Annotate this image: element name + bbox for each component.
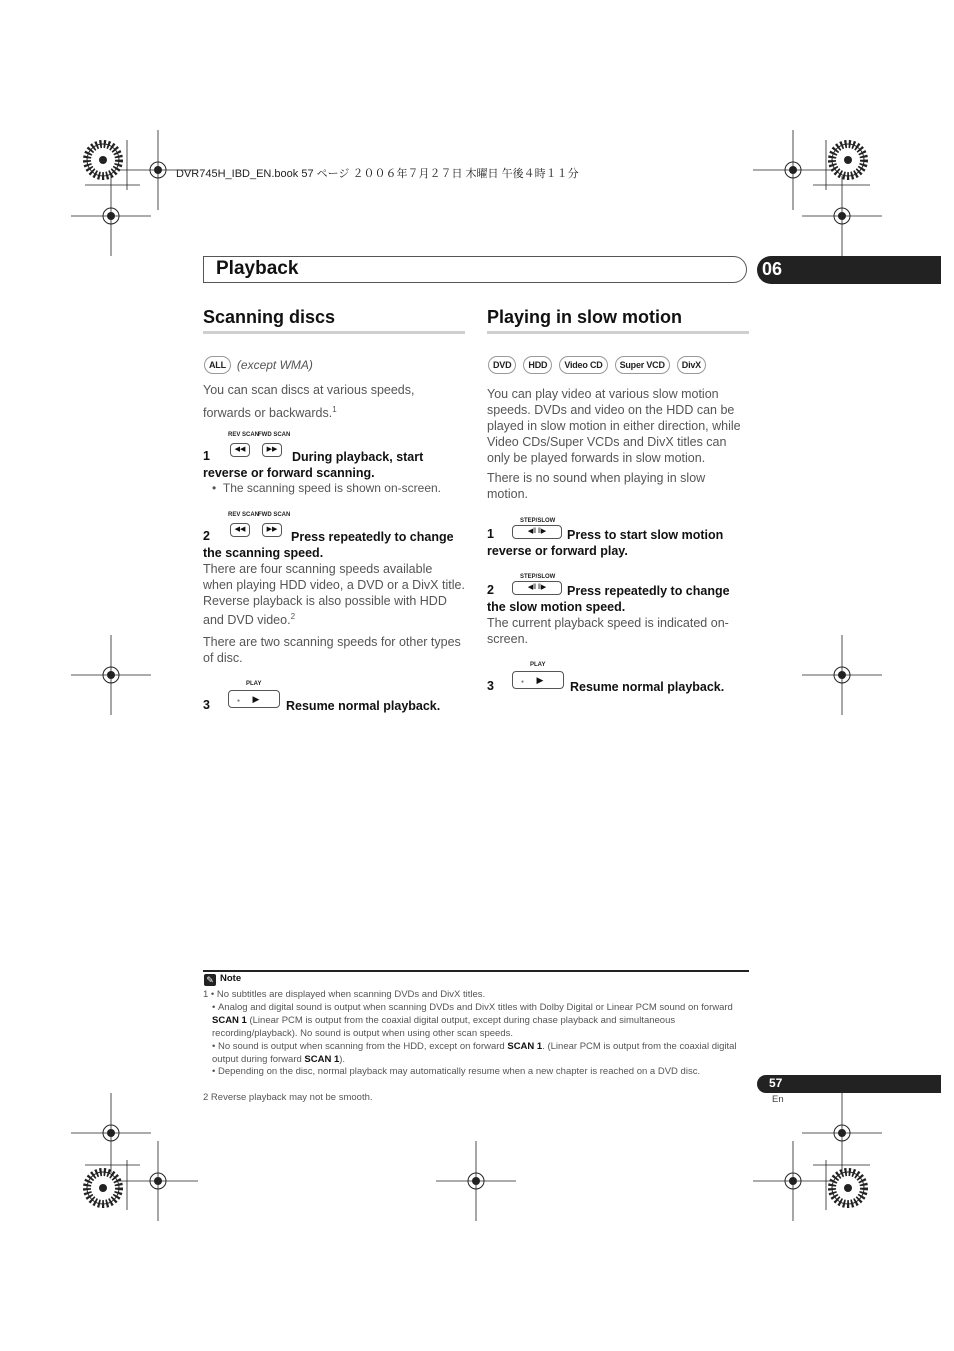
scan-step2-text-a: Press repeatedly to change bbox=[291, 530, 454, 544]
note-1-line-1: 1 • No subtitles are displayed when scanning DVDs and DivX titles. bbox=[203, 989, 486, 1000]
play-label: PLAY bbox=[246, 681, 262, 687]
step-slow-button[interactable]: ◀‖ ‖▶ bbox=[512, 581, 562, 595]
chapter-tab bbox=[757, 256, 941, 284]
badge-divx: DivX bbox=[677, 356, 706, 374]
scan-step1-bullet: • The scanning speed is shown on-screen. bbox=[212, 481, 442, 495]
registration-cross-icon bbox=[802, 1093, 882, 1173]
note-pencil-icon: ✎ bbox=[204, 974, 216, 986]
page-number-tab bbox=[757, 1075, 941, 1093]
rev-scan-button[interactable]: ◀◀ bbox=[230, 523, 250, 537]
scan-step1-text-b: reverse or forward scanning. bbox=[203, 466, 375, 480]
step-number: 1 bbox=[203, 449, 210, 463]
section-title-scanning: Scanning discs bbox=[203, 307, 336, 327]
step-number: 3 bbox=[487, 679, 494, 693]
registration-sun-icon bbox=[87, 1172, 119, 1204]
registration-sun-icon bbox=[832, 144, 864, 176]
rev-scan-button[interactable]: ◀◀ bbox=[230, 443, 250, 457]
section-rule bbox=[203, 331, 465, 334]
badge-note: (except WMA) bbox=[236, 358, 313, 372]
registration-cross-icon bbox=[753, 130, 833, 210]
footnote-ref: 2 bbox=[290, 612, 296, 621]
slow-step2-body: The current playback speed is indicated on-screen. bbox=[487, 616, 729, 646]
play-button[interactable]: ● ▶ bbox=[228, 690, 280, 708]
slow-intro: You can play video at various slow motion speeds. DVDs and video on the HDD can be played in slow motion in either direction, while Video CDs/Super VCDs and DivX titles can only be played forwards in slow motion. bbox=[487, 387, 741, 465]
registration-cross-icon bbox=[802, 176, 882, 256]
registration-cross-icon bbox=[802, 635, 882, 715]
note-2: 2 Reverse playback may not be smooth. bbox=[203, 1092, 373, 1103]
registration-cross-icon bbox=[753, 1141, 833, 1221]
section-rule bbox=[487, 331, 749, 334]
section-title-slow-motion: Playing in slow motion bbox=[487, 307, 683, 327]
scan-step1-text-a: During playback, start bbox=[292, 450, 424, 464]
play-label: PLAY bbox=[530, 662, 546, 668]
play-icon: ▶ bbox=[536, 675, 544, 685]
print-header: DVR745H_IBD_EN.book 57 ページ ２００６年７月２７日 木曜日 午後４時１１分 bbox=[176, 168, 579, 180]
note-rule bbox=[203, 970, 749, 972]
scan-step2-body: There are four scanning speeds available when playing HDD video, a DVD or a DivX title. Reverse playback is also possible with HDD and DVD video.$^2$ bbox=[203, 562, 465, 628]
page-language: En bbox=[772, 1094, 784, 1105]
scan-step2-body2: There are two scanning speeds for other types of disc. bbox=[203, 635, 461, 665]
chapter-number: 06 bbox=[762, 259, 783, 279]
registration-cross-icon bbox=[71, 635, 151, 715]
disc-compat-row bbox=[488, 356, 706, 374]
fwd-scan-label: FWD SCAN bbox=[258, 512, 291, 518]
disc-compat-row bbox=[204, 356, 313, 374]
footnote-ref: 1 bbox=[332, 405, 337, 414]
badge-dvd: DVD bbox=[488, 356, 516, 374]
slow-step1-text-a: Press to start slow motion bbox=[567, 528, 724, 542]
step-number: 2 bbox=[487, 583, 494, 597]
fwd-scan-button[interactable]: ▶▶ bbox=[262, 443, 282, 457]
chapter-title: Playback bbox=[216, 258, 299, 279]
badge-hdd: HDD bbox=[523, 356, 552, 374]
note-1-bullet-3: • No sound is output when scanning from the HDD, except on forward SCAN 1. (Linear PCM is output from the coaxial digital output during forward SCAN 1). bbox=[212, 1041, 737, 1065]
step-slow-button[interactable]: ◀‖ ‖▶ bbox=[512, 525, 562, 539]
registration-cross-icon bbox=[71, 1093, 151, 1173]
rev-scan-label: REV SCAN bbox=[228, 432, 260, 438]
registration-sun-icon bbox=[87, 144, 119, 176]
badge-all: ALL bbox=[204, 356, 231, 374]
slow-step1-text-b: reverse or forward play. bbox=[487, 544, 628, 558]
scan-step2-text-b: the scanning speed. bbox=[203, 546, 324, 560]
step-slow-label: STEP/SLOW bbox=[520, 574, 556, 580]
page-number: 57 bbox=[769, 1076, 783, 1090]
slow-intro-2: There is no sound when playing in slow motion. bbox=[487, 471, 706, 501]
registration-cross-icon bbox=[118, 1141, 198, 1221]
step-number: 3 bbox=[203, 698, 210, 712]
note-1-bullet-2: • Analog and digital sound is output when scanning DVDs and DivX titles with Dolby Digital or Linear PCM sound on forward SCAN 1 (Linear PCM is output from the coaxial digital output, except during chase playback and simultaneous recording/playback). No sound is output when using other scan speeds. bbox=[212, 1002, 733, 1039]
slow-step2-text-a: Press repeatedly to change bbox=[567, 584, 730, 598]
slow-step3-text: Resume normal playback. bbox=[570, 680, 725, 694]
registration-cross-icon bbox=[71, 176, 151, 256]
scan-intro: You can scan discs at various speeds, forwards or backwards.$^1$ bbox=[203, 383, 415, 421]
play-button[interactable]: ● ▶ bbox=[512, 671, 564, 689]
registration-cross-icon bbox=[436, 1141, 516, 1221]
rev-scan-label: REV SCAN bbox=[228, 512, 260, 518]
note-1-bullet-4: • Depending on the disc, normal playback may automatically resume when a new chapter is reached on a DVD disc. bbox=[212, 1066, 701, 1077]
step-slow-label: STEP/SLOW bbox=[520, 518, 556, 524]
slow-step2-text-b: the slow motion speed. bbox=[487, 600, 626, 614]
registration-sun-icon bbox=[832, 1172, 864, 1204]
badge-super-vcd: Super VCD bbox=[615, 356, 670, 374]
scan-step3-text: Resume normal playback. bbox=[286, 699, 441, 713]
note-heading: Note bbox=[220, 973, 242, 984]
step-number: 2 bbox=[203, 529, 210, 543]
play-icon: ▶ bbox=[252, 694, 260, 704]
fwd-scan-label: FWD SCAN bbox=[258, 432, 291, 438]
fwd-scan-button[interactable]: ▶▶ bbox=[262, 523, 282, 537]
badge-video-cd: Video CD bbox=[559, 356, 607, 374]
step-number: 1 bbox=[487, 527, 494, 541]
